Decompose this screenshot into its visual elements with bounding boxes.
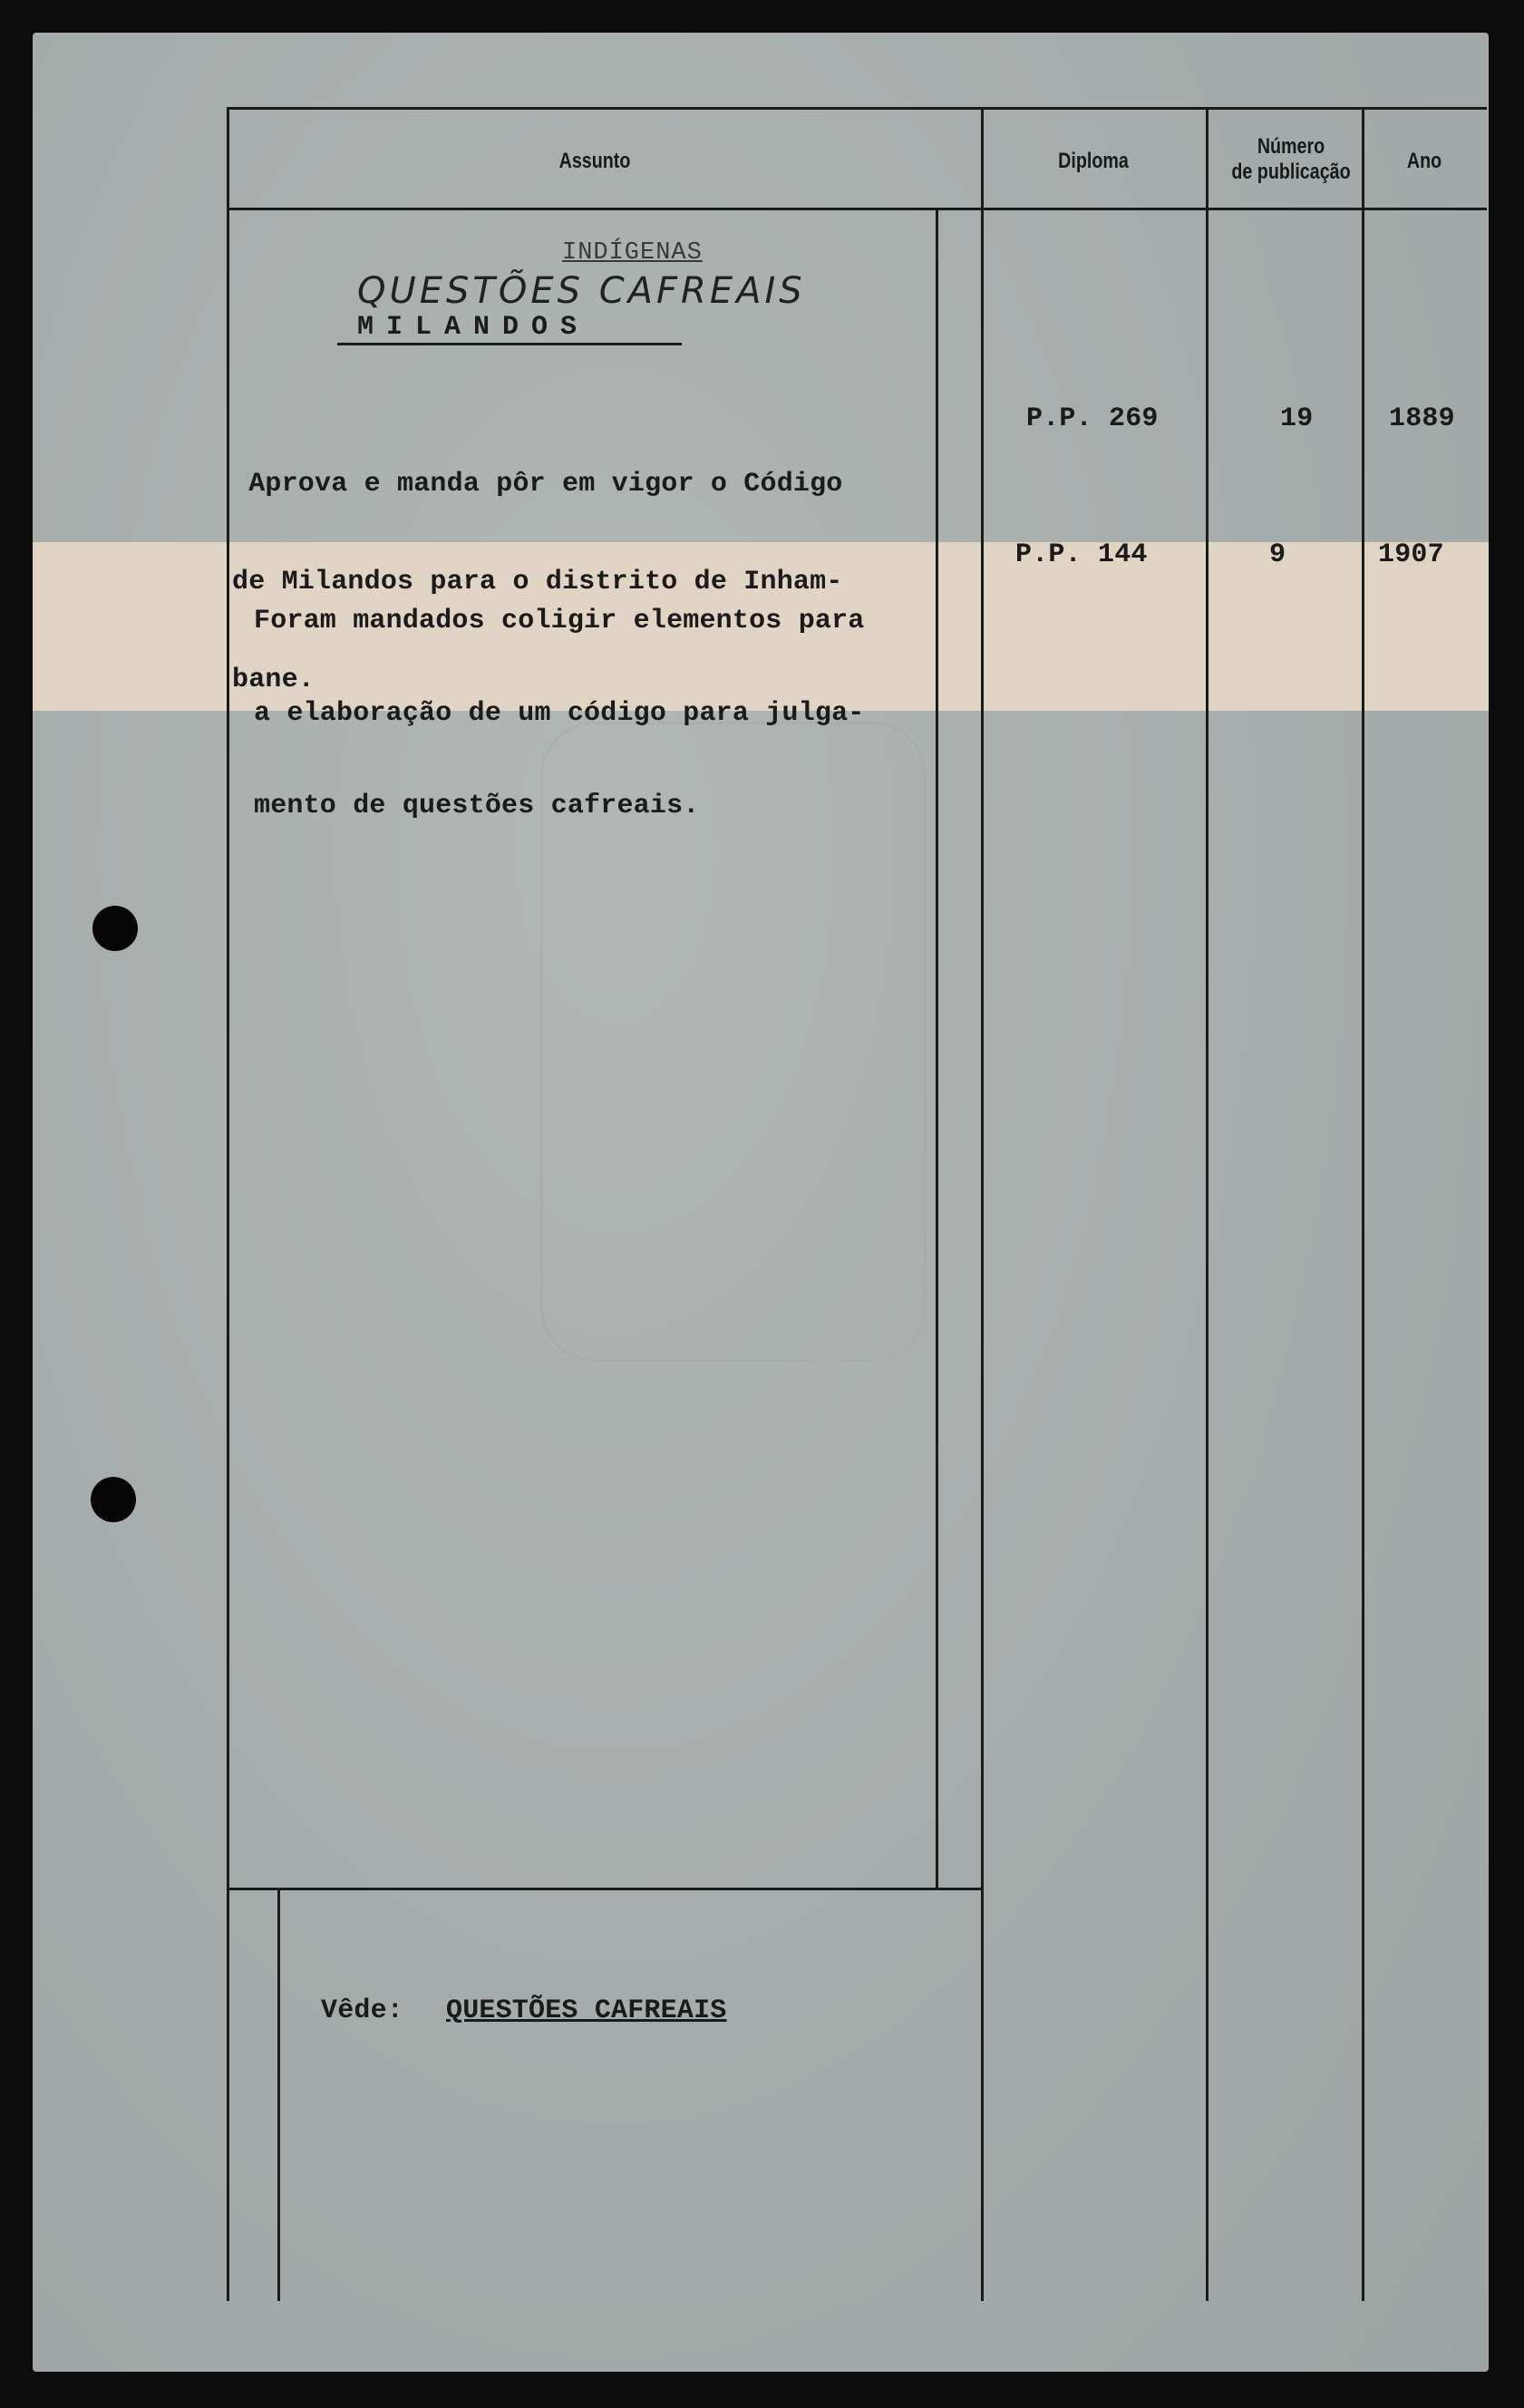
col-rule-diploma <box>981 107 984 2301</box>
top-rule <box>227 107 1487 110</box>
header-assunto: Assunto <box>558 149 631 173</box>
entry-2-assunto <box>254 544 865 883</box>
entry-1-diploma: P.P. 269 <box>1026 403 1159 434</box>
document-page <box>33 33 1489 2372</box>
entry-2-line-1: Foram mandados coligir elementos para <box>254 606 865 636</box>
handwritten-title: QUESTÕES CAFREAIS <box>357 270 806 312</box>
footer-rule-inner <box>277 1890 280 2301</box>
col-rule-numero <box>1206 107 1209 2301</box>
entry-2-ano: 1907 <box>1378 539 1444 570</box>
entry-1-numero: 19 <box>1280 403 1314 434</box>
header-numero <box>1217 134 1365 185</box>
entry-1-line-1: Aprova e manda pôr em vigor o Código <box>232 469 843 500</box>
col-rule-margin <box>936 210 938 1888</box>
entry-2-line-2: a elaboração de um código para julga- <box>254 698 865 729</box>
vede-label: Vêde: <box>321 1995 404 2026</box>
entry-1-ano: 1889 <box>1389 403 1455 434</box>
section-title: MILANDOS <box>357 312 590 343</box>
header-numero-line1: Número <box>1257 134 1325 159</box>
entry-2-numero: 9 <box>1269 539 1286 570</box>
entry-2-diploma: P.P. 144 <box>1015 539 1148 570</box>
punch-hole <box>92 906 138 951</box>
section-title-underline <box>337 343 682 345</box>
header-numero-line2: de publicação <box>1231 160 1351 184</box>
col-rule-left <box>227 107 229 2301</box>
entry-1-line-2: de Milandos para o distrito de Inham- <box>232 567 843 597</box>
punch-hole <box>91 1477 136 1522</box>
header-ano: Ano <box>1406 149 1442 173</box>
topic-heading: INDÍGENAS <box>562 239 703 267</box>
footer-rule <box>227 1888 981 1890</box>
header-diploma: Diploma <box>1058 149 1129 173</box>
header-rule <box>227 208 1487 210</box>
entry-2-line-3: mento de questões cafreais. <box>254 791 700 821</box>
entry-1-line-3: bane. <box>232 665 315 695</box>
vede-reference: QUESTÕES CAFREAIS <box>446 1995 727 2026</box>
col-rule-ano <box>1362 107 1364 2301</box>
